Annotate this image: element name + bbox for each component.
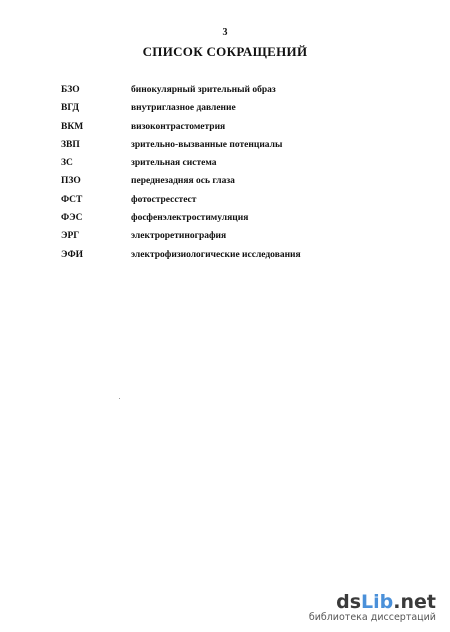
abbreviation-definition: бинокулярный зрительный образ [131,85,276,95]
scan-speck [119,398,120,399]
abbreviation-row [61,83,401,101]
abbreviation-definition: фотостресстест [131,194,197,205]
abbreviation-term: ВКМ [61,121,84,132]
abbreviation-row [61,229,401,247]
abbreviation-definition: фосфенэлектростимуляция [131,213,249,224]
abbreviation-term: ВГД [61,103,80,114]
abbreviation-row [61,174,401,192]
abbreviation-definition: зрительно-вызванные потенциалы [131,139,283,150]
abbreviation-row [61,120,401,138]
abbreviation-term: ЭФИ [61,249,84,260]
abbreviation-row [61,138,401,156]
abbreviation-term: ЭРГ [61,231,80,242]
abbreviation-row [61,101,401,119]
abbreviation-definition: зрительная система [131,158,217,169]
watermark-subtitle: библиотека диссертаций [308,612,436,623]
logo-ds-text: ds [336,591,362,613]
abbreviation-term: ЗВП [61,139,80,150]
abbreviation-term: ФСТ [61,194,83,205]
logo-lib-text: Lib [361,591,394,613]
abbreviation-row [61,156,401,174]
abbreviation-row [61,248,401,266]
abbreviation-definition: электрофизиологические исследования [131,249,301,260]
abbreviation-definition: электроретинография [131,231,227,242]
abbreviation-list [61,83,401,266]
abbreviation-term: БЗО [61,85,80,95]
abbreviation-definition: переднезадняя ось глаза [131,176,235,187]
abbreviation-row [61,193,401,211]
abbreviation-term: ЗС [61,158,73,169]
abbreviation-definition: внутриглазное давление [131,103,236,114]
dslib-logo [309,592,436,612]
abbreviation-term: ФЭС [61,213,83,224]
page-number: 3 [222,27,228,38]
page-title: СПИСОК СОКРАЩЕНИЙ [142,44,308,59]
dslib-watermark[interactable] [309,592,436,624]
abbreviation-definition: визоконтрастометрия [131,121,226,132]
abbreviation-term: ПЗО [61,176,81,187]
abbreviation-row [61,211,401,229]
logo-net-text: .net [393,591,436,613]
